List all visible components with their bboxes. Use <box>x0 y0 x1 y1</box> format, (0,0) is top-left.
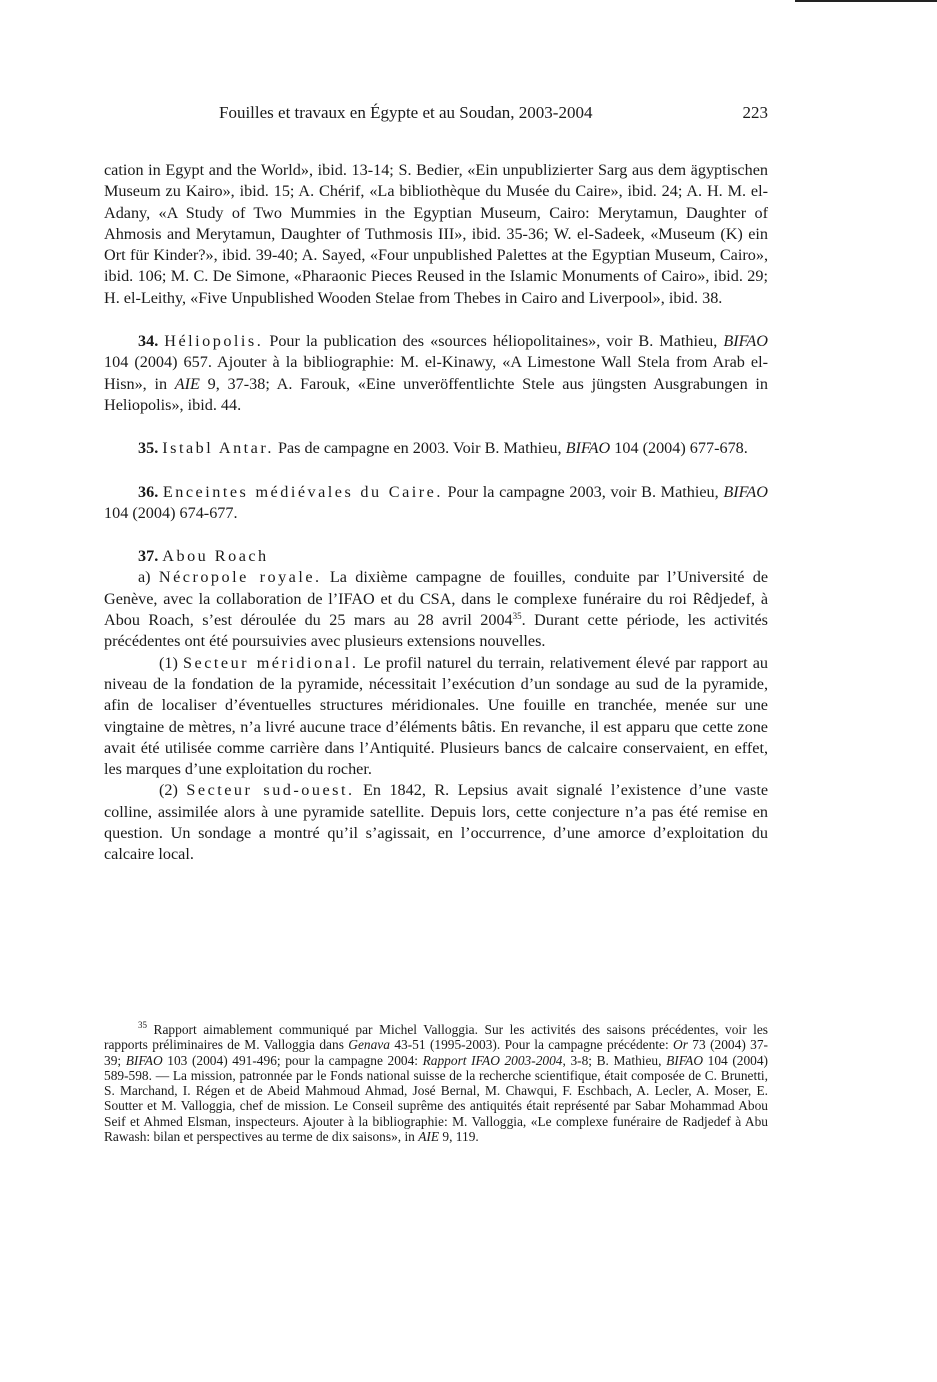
footnote-ref: 35 <box>512 611 522 622</box>
sector-heading: Secteur sud-ouest. <box>186 781 355 800</box>
section-36-paragraph: 36. Enceintes médiévales du Caire. Pour la campagne 2003, voir B. Mathieu, BIFAO 104 (2004) 674-677. <box>104 482 768 522</box>
page-number: 223 <box>742 103 768 122</box>
section-number: 34. <box>138 332 159 351</box>
section-heading: Enceintes médiévales du Caire. <box>162 482 443 501</box>
continuation-paragraph: cation in Egypt and the World», ibid. 13-14; S. Bedier, «Ein unpublizierter Sarg aus dem ägyptischen Museum zu Kairo», ibid. 15; A. Chérif, «La bibliothèque du Musée du Caire», ibid. 24; A. H. M. el-Adany, «A Study of Two Mummies in the Egyptian Museum, Cairo: Merytamun, Daughter of Ahmosis and Merytamun, Daughter of Tuthmosis III», ibid. 35-36; W. el-Sadeek, «Museum (K) ein Ort für Kinder?», ibid. 39-40; A. Sayed, «Four unpublished Palettes at the Egyptian Museum, Cairo», ibid. 106; M. C. De Simone, «Pharaonic Pieces Reused in the Islamic Monuments of Cairo», ibid. 29; H. el-Leithy, «Five Unpublished Wooden Stelae from Thebes in Cairo and Liverpool», ibid. 38. <box>104 161 768 307</box>
section-37-heading <box>104 546 768 567</box>
section-number: 36. <box>138 482 159 501</box>
running-head-title: Fouilles et travaux en Égypte et au Soudan, 2003-2004 <box>219 103 593 122</box>
section-heading: Istabl Antar. <box>162 439 274 458</box>
footnote-35: $^{35}$ Rapport aimablement communiqué par Michel Valloggia. Sur les activités des saisons précédentes, voir les rapports préliminaires de M. Valloggia dans Genava 43-51 (1995-2003). Pour la campagne précédente: Or 73 (2004) 37-39; BIFAO 103 (2004) 491-496; pour la campagne 2004: Rapport IFAO 2003-2004, 3-8; B. Mathieu, BIFAO 104 (2004) 589-598. — La mission, patronnée par le Fonds national suisse de la recherche scientifique, était composée de C. Brunetti, S. Marchand, I. Régen et de Abeid Mahmoud Ahmad, José Bernal, M. Chawqui, F. Eschbach, A. Lecler, A. Moser, E. Soutter et M. Valloggia, chef de mission. Le Conseil suprême des antiquités était représenté par Sabar Mohammad Abou Seif et Ahmed Elsman, inspecteurs. Ajouter à la bibliographie: M. Valloggia, «Le complexe funéraire de Radjedef à Abu Rawash: bilan et perspectives au terme de dix saisons», in AIE 9, 119. <box>104 1020 769 1145</box>
sector-2-paragraph: (2) Secteur sud-ouest. En 1842, R. Lepsius avait signalé l’existence d’une vaste colline, assimilée alors à une pyramide satellite. Depuis lors, cette conjecture n’a pas été remise en question. Un sondage a montré qu’il s’agissait, en l’occurrence, d’une amorce d’exploitation du calcaire local. <box>104 781 769 864</box>
footnote-marker: 35 <box>138 1020 147 1030</box>
section-37a-paragraph: a) Nécropole royale. La dixième campagne de fouilles, conduite par l’Université de Genève, avec la collaboration de l’IFAO et du CSA, dans le complexe funéraire du roi Rêdjedef, à Abou Roach, s’est déroulée du 25 mars au 28 avril 2004$^{35}$. Durant cette période, les activités précédentes ont été poursuivies avec plusieurs extensions nouvelles. <box>104 568 769 651</box>
subsection-heading: Nécropole royale. <box>158 568 322 587</box>
section-heading: Héliopolis. <box>164 332 264 351</box>
section-heading: Abou Roach <box>162 547 269 566</box>
section-number: 37. <box>138 547 159 566</box>
section-34-paragraph: 34. Héliopolis. Pour la publication des «sources héliopolitaines», voir B. Mathieu, BIFAO 104 (2004) 657. Ajouter à la bibliographie: M. el-Kinawy, «A Limestone Wall Stela from Arab el-Hisn», in AIE 9, 37-38; A. Farouk, «Eine unveröffentlichte Stele aus jüngsten Ausgrabungen in Heliopolis», ibid. 44. <box>104 332 769 414</box>
main-text <box>104 160 768 866</box>
sector-1-paragraph: (1) Secteur méridional. Le profil naturel du terrain, relativement élevé par rapport au niveau de la fondation de la pyramide, nécessitait l’exécution d’un sondage au sud de la pyramide, afin de localiser d’éventuelles structures méridionales. Une fouille en tranchée, menée sur une vingtaine de mètres, n’a livré aucune trace d’éléments bâtis. En revanche, il est apparu que cette zone avait été utilisée comme carrière dans l’Antiquité. Plusieurs bancs de calcaire conservaient, en effet, les marques d’une exploitation du rocher. <box>104 653 768 779</box>
running-head <box>104 103 768 129</box>
footnotes <box>104 1022 768 1144</box>
page-corner-rule <box>795 0 937 2</box>
section-number: 35. <box>138 439 159 458</box>
sector-heading: Secteur méridional. <box>183 653 359 672</box>
section-35-paragraph: 35. Istabl Antar. Pas de campagne en 2003. Voir B. Mathieu, BIFAO 104 (2004) 677-678. <box>138 439 748 458</box>
